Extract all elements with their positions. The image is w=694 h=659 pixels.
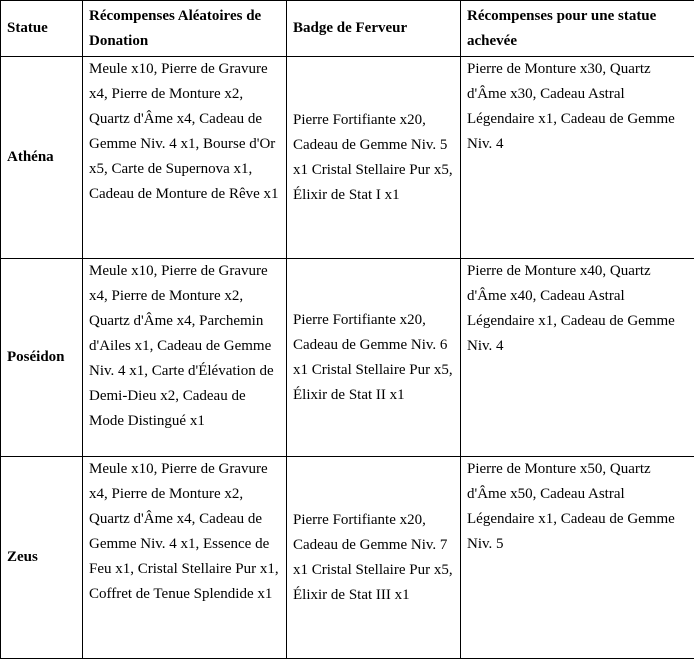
table-row <box>1 57 694 259</box>
header-row <box>1 1 694 57</box>
random-rewards-cell: Meule x10, Pierre de Gravure x4, Pierre de Monture x2, Quartz d'Âme x4, Parchemin d'Ailes x1, Cadeau de Gemme Niv. 4 x1, Carte d'Élévation de Demi-Dieu x2, Cadeau de Mode Distingué x1 <box>83 259 287 457</box>
header-random-rewards: Récompenses Aléatoires de Donation <box>83 1 287 57</box>
statue-name: Athéna <box>1 57 83 259</box>
badge-cell: Pierre Fortifiante x20, Cadeau de Gemme Niv. 7 x1 Cristal Stellaire Pur x5, Élixir de Stat III x1 <box>287 457 461 659</box>
random-rewards-cell: Meule x10, Pierre de Gravure x4, Pierre de Monture x2, Quartz d'Âme x4, Cadeau de Gemme Niv. 4 x1, Bourse d'Or x5, Carte de Supernova x1, Cadeau de Monture de Rêve x1 <box>83 57 287 259</box>
header-statue: Statue <box>1 1 83 57</box>
completed-rewards-cell: Pierre de Monture x50, Quartz d'Âme x50, Cadeau Astral Légendaire x1, Cadeau de Gemme Niv. 5 <box>461 457 694 659</box>
badge-cell: Pierre Fortifiante x20, Cadeau de Gemme Niv. 6 x1 Cristal Stellaire Pur x5, Élixir de Stat II x1 <box>287 259 461 457</box>
badge-cell: Pierre Fortifiante x20, Cadeau de Gemme Niv. 5 x1 Cristal Stellaire Pur x5, Élixir de Stat I x1 <box>287 57 461 259</box>
statue-name: Poséidon <box>1 259 83 457</box>
completed-rewards-cell: Pierre de Monture x30, Quartz d'Âme x30, Cadeau Astral Légendaire x1, Cadeau de Gemme Niv. 4 <box>461 57 694 259</box>
table-row <box>1 457 694 659</box>
header-badge: Badge de Ferveur <box>287 1 461 57</box>
header-completed-rewards: Récompenses pour une statue achevée <box>461 1 694 57</box>
table-row <box>1 259 694 457</box>
completed-rewards-cell: Pierre de Monture x40, Quartz d'Âme x40, Cadeau Astral Légendaire x1, Cadeau de Gemme Niv. 4 <box>461 259 694 457</box>
random-rewards-cell: Meule x10, Pierre de Gravure x4, Pierre de Monture x2, Quartz d'Âme x4, Cadeau de Gemme Niv. 4 x1, Essence de Feu x1, Cristal Stellaire Pur x1, Coffret de Tenue Splendide x1 <box>83 457 287 659</box>
statue-name: Zeus <box>1 457 83 659</box>
